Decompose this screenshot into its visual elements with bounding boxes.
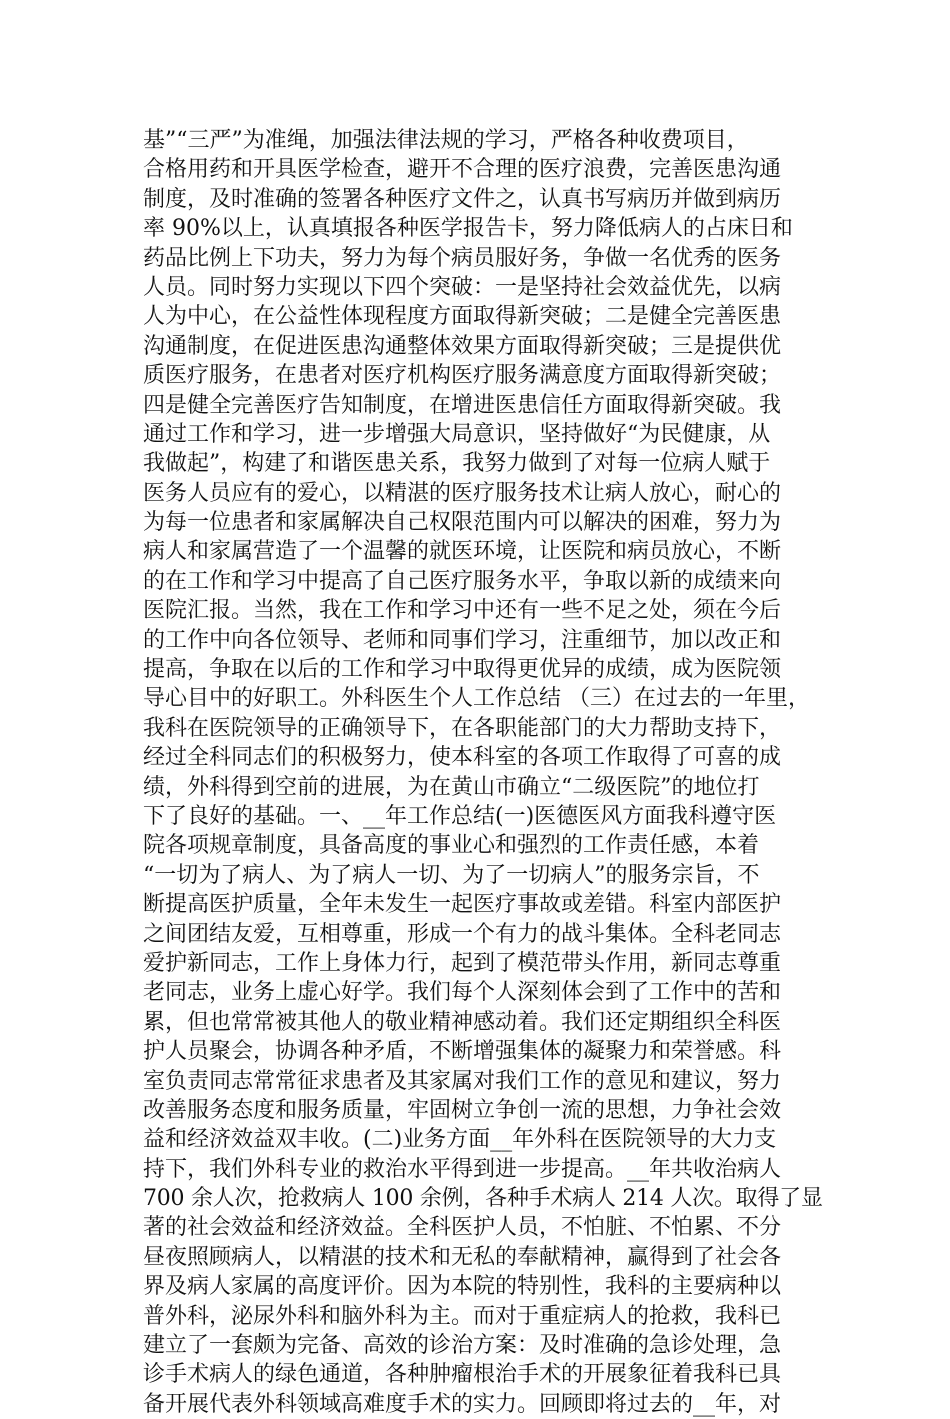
text-line: 合格用药和开具医学检查，避开不合理的医疗浪费，完善医患沟通	[143, 157, 782, 183]
text-line: 改善服务态度和服务质量，牢固树立争创一流的思想，力争社会效	[143, 1097, 782, 1123]
text-line: 医务人员应有的爱心，以精湛的医疗服务技术让病人放心，耐心的	[143, 480, 782, 506]
text-line: 的在工作和学习中提高了自己医疗服务水平，争取以新的成绩来向	[143, 568, 782, 594]
text-line: 诊手术病人的绿色通道，各种肿瘤根治手术的开展象征着我科已具	[143, 1362, 782, 1388]
text-line: 药品比例上下功夫，努力为每个病员服好务，争做一名优秀的医务	[143, 245, 782, 271]
text-line: 累，但也常常被其他人的敬业精神感动着。我们还定期组织全科医	[143, 1009, 782, 1035]
text-line: 经过全科同志们的积极努力，使本科室的各项工作取得了可喜的成	[143, 745, 782, 771]
text-line: 普外科，泌尿外科和脑外科为主。而对于重症病人的抢救，我科已	[143, 1303, 782, 1329]
text-line: 沟通制度，在促进医患沟通整体效果方面取得新突破；三是提供优	[143, 333, 782, 359]
text-line: 爱护新同志，工作上身体力行，起到了模范带头作用，新同志尊重	[143, 950, 782, 976]
text-line: 备开展代表外科领域高难度手术的实力。回顾即将过去的__年，对	[143, 1391, 782, 1417]
text-line: 制度，及时准确的签署各种医疗文件之，认真书写病历并做到病历	[143, 186, 782, 212]
text-line: 医院汇报。当然，我在工作和学习中还有一些不足之处，须在今后	[143, 598, 782, 624]
text-line: 的工作中向各位领导、老师和同事们学习，注重细节，加以改正和	[143, 627, 782, 653]
text-line: 绩，外科得到空前的进展，为在黄山市确立“二级医院”的地位打	[143, 774, 760, 800]
text-line: 700 余人次，抢救病人 100 余例，各种手术病人 214 人次。取得了显	[143, 1186, 823, 1212]
text-line: 界及病人家属的高度评价。因为本院的特别性，我科的主要病种以	[143, 1274, 782, 1300]
text-line: 为每一位患者和家属解决自己权限范围内可以解决的困难，努力为	[143, 510, 782, 536]
text-line: 基”“三严”为准绳，加强法律法规的学习，严格各种收费项目，	[143, 128, 749, 153]
text-line: 人员。同时努力实现以下四个突破：一是坚持社会效益优先，以病	[143, 274, 782, 300]
text-line: 提高，争取在以后的工作和学习中取得更优异的成绩，成为医院领	[143, 657, 782, 683]
text-line: 护人员聚会，协调各种矛盾，不断增强集体的凝聚力和荣誉感。科	[143, 1039, 782, 1065]
text-line: 持下，我们外科专业的救治水平得到进一步提高。__年共收治病人	[143, 1156, 782, 1182]
body-text	[143, 126, 823, 1419]
text-line: 昼夜照顾病人，以精湛的技术和无私的奉献精神，赢得到了社会各	[143, 1244, 782, 1270]
text-line: 著的社会效益和经济效益。全科医护人员，不怕脏、不怕累、不分	[143, 1215, 782, 1241]
text-line: 院各项规章制度，具备高度的事业心和强烈的工作责任感，本着	[143, 833, 760, 859]
text-line: 室负责同志常常征求患者及其家属对我们工作的意见和建议，努力	[143, 1068, 782, 1094]
text-line: 断提高医护质量，全年未发生一起医疗事故或差错。科室内部医护	[143, 892, 782, 918]
text-line: 导心目中的好职工。外科医生个人工作总结 （三）在过去的一年里，	[143, 686, 810, 712]
text-line: 之间团结友爱，互相尊重，形成一个有力的战斗集体。全科老同志	[143, 921, 782, 947]
text-line: 四是健全完善医疗告知制度，在增进医患信任方面取得新突破。我	[143, 392, 782, 418]
text-line: 率 90%以上，认真填报各种医学报告卡，努力降低病人的占床日和	[143, 216, 793, 242]
text-line: 建立了一套颇为完备、高效的诊治方案：及时准确的急诊处理，急	[143, 1333, 782, 1359]
text-line: “一切为了病人、为了病人一切、为了一切病人”的服务宗旨，不	[143, 862, 760, 888]
text-line: 下了良好的基础。一、__年工作总结(一)医德医风方面我科遵守医	[143, 803, 777, 829]
text-line: 我做起”，构建了和谐医患关系，我努力做到了对每一位病人赋于	[143, 451, 771, 477]
text-line: 病人和家属营造了一个温馨的就医环境，让医院和病员放心，不断	[143, 539, 782, 565]
text-line: 通过工作和学习，进一步增强大局意识，坚持做好“为民健康，从	[143, 421, 771, 447]
text-line: 益和经济效益双丰收。(二)业务方面__年外科在医院领导的大力支	[143, 1127, 777, 1153]
text-line: 我科在医院领导的正确领导下，在各职能部门的大力帮助支持下，	[143, 715, 782, 741]
text-line: 人为中心，在公益性体现程度方面取得新突破；二是健全完善医患	[143, 304, 782, 330]
text-line: 质医疗服务，在患者对医疗机构医疗服务满意度方面取得新突破；	[143, 363, 782, 389]
text-line: 老同志，业务上虚心好学。我们每个人深刻体会到了工作中的苦和	[143, 980, 782, 1006]
